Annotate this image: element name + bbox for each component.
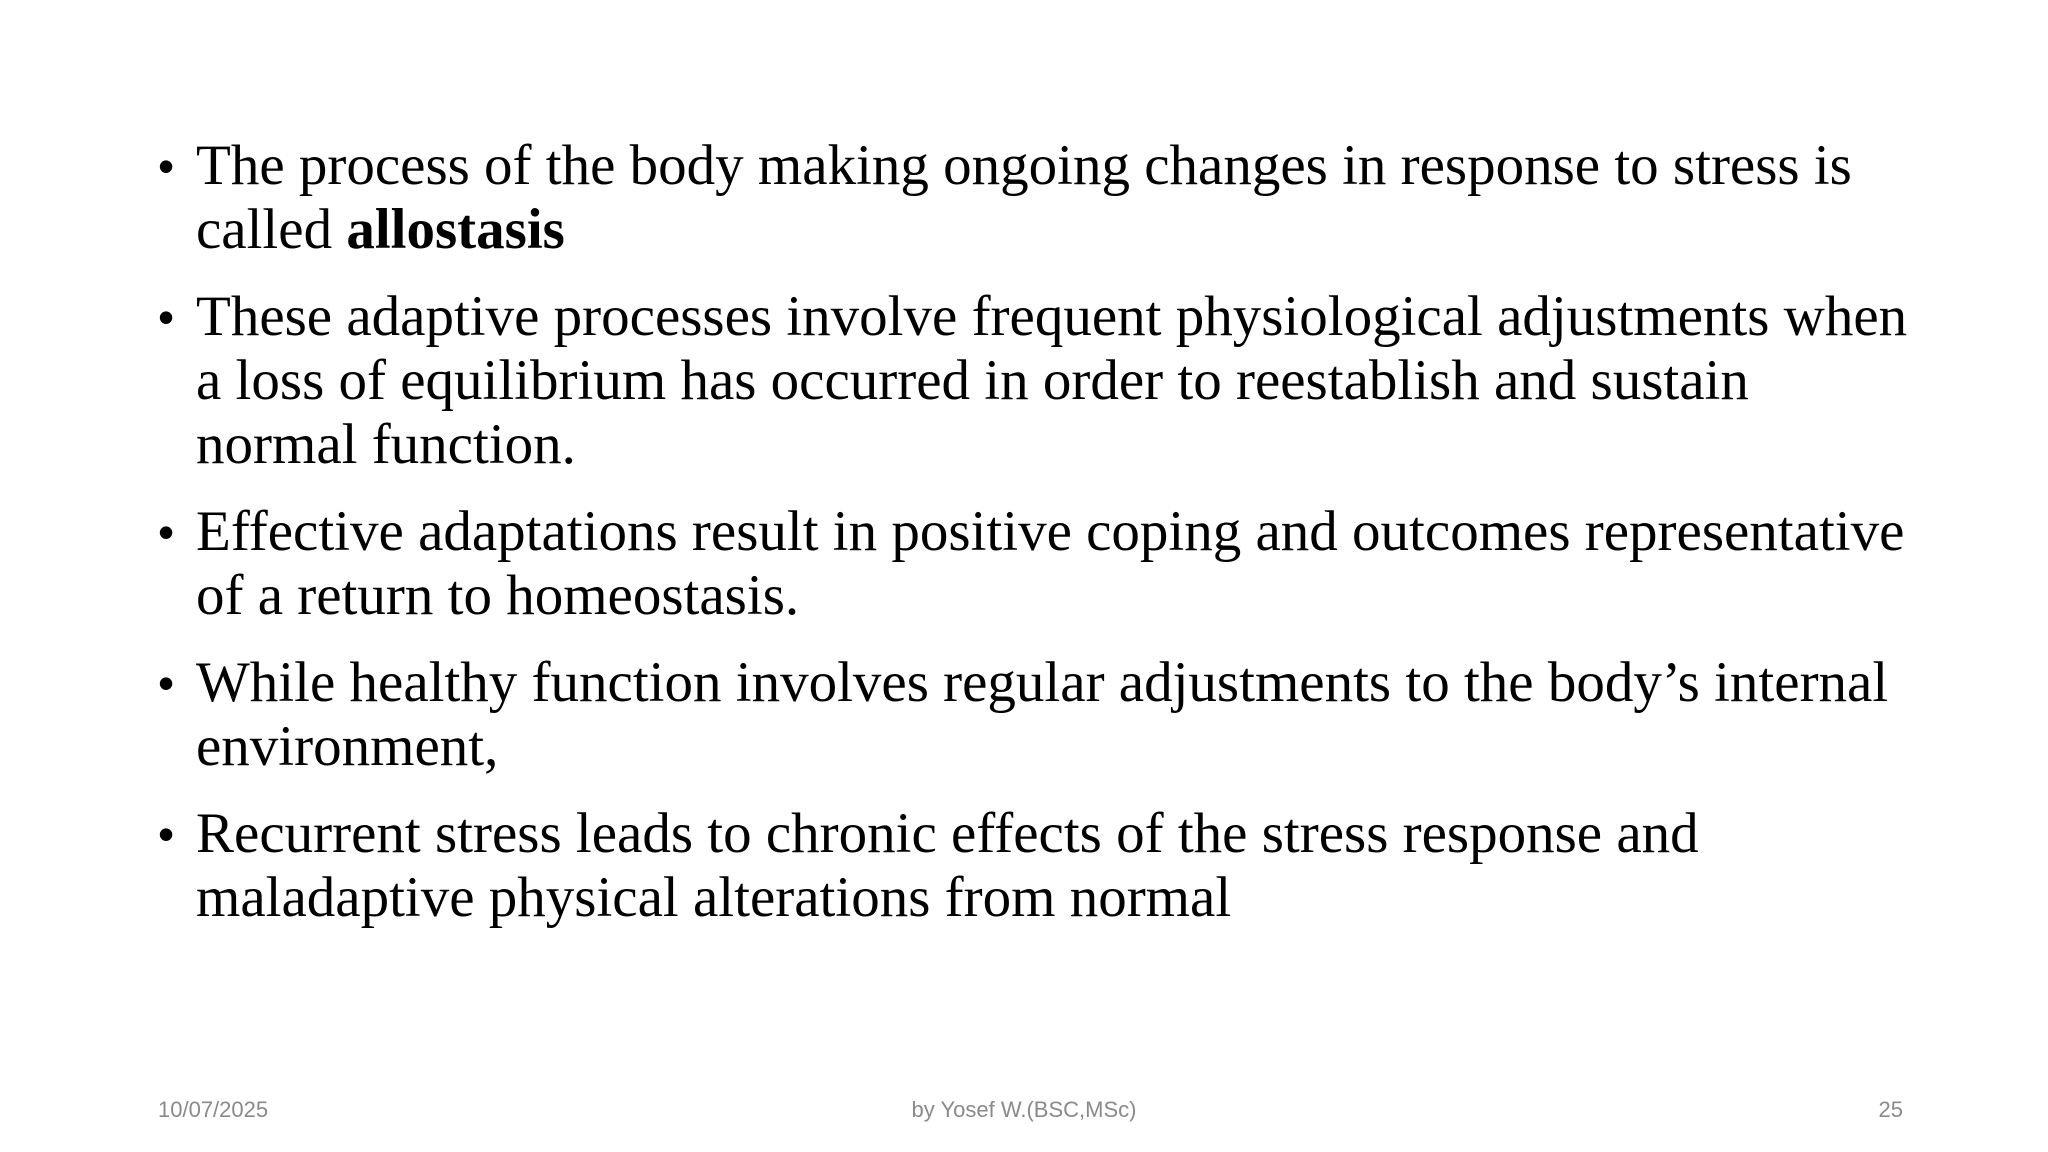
- bullet-text: These adaptive processes involve frequent physiological adjustments when a loss of equilibrium has occurred in order to reestablish and sustain normal function.: [196, 285, 1908, 476]
- bullet-text: Recurrent stress leads to chronic effects of the stress response and maladaptive physical alterations from normal: [196, 802, 1699, 929]
- footer-date: 10/07/2025: [158, 1097, 269, 1122]
- footer-page-number: 25: [1878, 1097, 1903, 1122]
- bullet-marker: •: [158, 140, 175, 192]
- bold-term: allostasis: [346, 198, 565, 261]
- bullet-item-effective-adaptations: [158, 500, 1918, 628]
- slide-body: [158, 134, 1918, 953]
- bullet-item-recurrent-stress: [158, 802, 1918, 930]
- bullet-marker: •: [158, 506, 175, 558]
- bullet-item-allostasis: [158, 134, 1918, 262]
- bullet-marker: •: [158, 657, 175, 709]
- bullet-marker: •: [158, 291, 175, 343]
- bullet-item-adaptive-processes: [158, 285, 1918, 477]
- bullet-text: The process of the body making ongoing changes in response to stress is called: [196, 134, 1852, 261]
- bullet-text: Effective adaptations result in positive coping and outcomes representative of a return to homeostasis.: [196, 500, 1905, 627]
- bullet-text: While healthy function involves regular adjustments to the body’s internal environment,: [196, 651, 1889, 778]
- bullet-list: [158, 134, 1918, 930]
- footer-author: by Yosef W.(BSC,MSc): [911, 1097, 1137, 1122]
- bullet-item-healthy-function: [158, 651, 1918, 779]
- bullet-marker: •: [158, 808, 175, 860]
